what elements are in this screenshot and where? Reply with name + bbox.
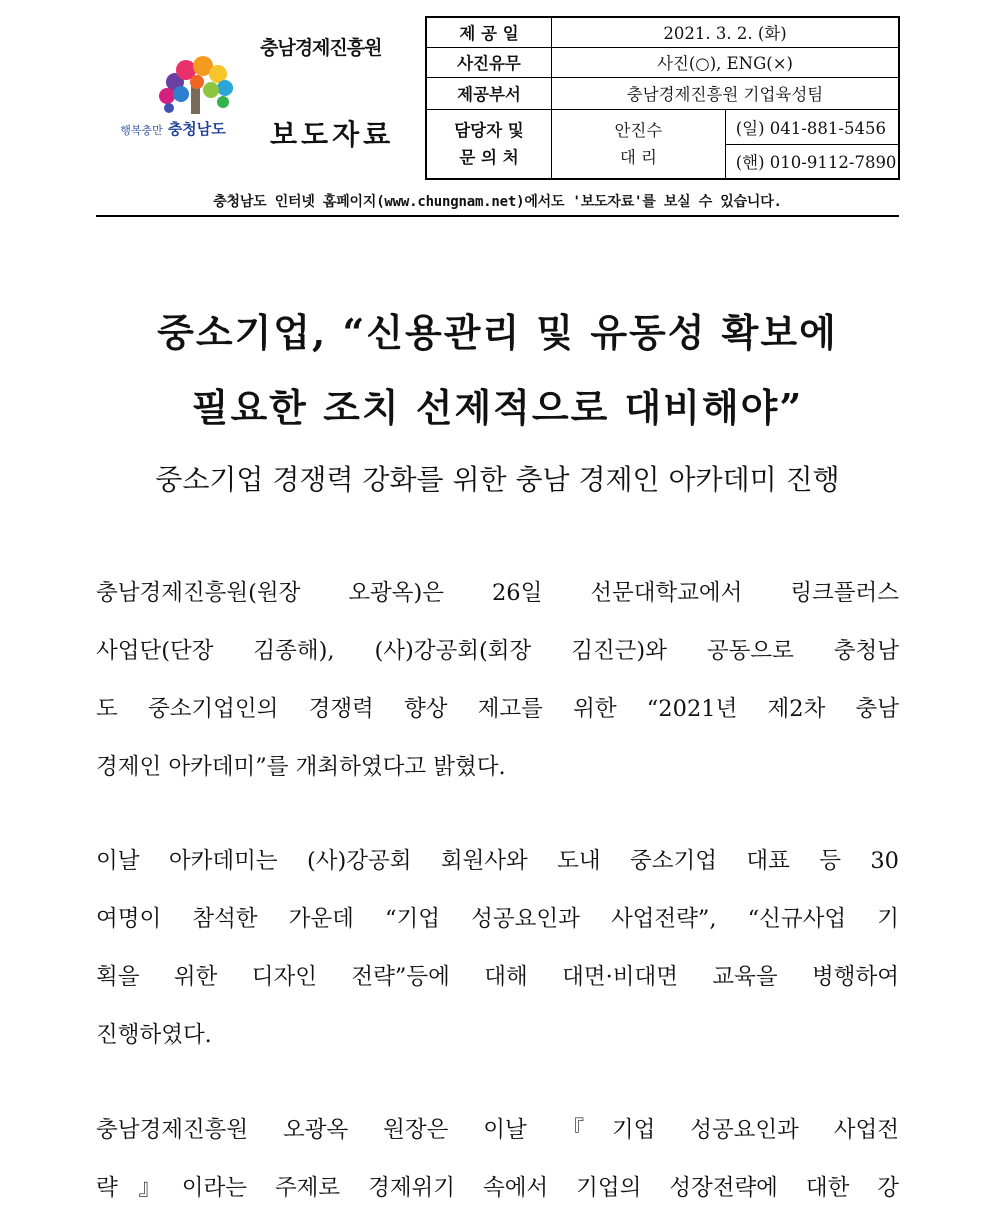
paragraph-line: 충남경제진흥원(원장 오광옥)은 26일 선문대학교에서 링크플러스 <box>96 580 899 606</box>
date-value: 2021. 3. 2. (화) <box>552 17 900 47</box>
paragraph-line: 경제인 아카데미”를 개최하였다고 밝혔다. <box>96 754 506 780</box>
photo-value: 사진(○), ENG(×) <box>552 47 900 77</box>
paragraph-line: 획을 위한 디자인 전략”등에 대해 대면·비대면 교육을 병행하여 <box>96 964 899 990</box>
paragraph-line: 여명이 참석한 가운데 “기업 성공요인과 사업전략”, “신규사업 기 <box>96 906 899 932</box>
homepage-notice: 충청남도 인터넷 홈페이지(www.chungnam.net)에서도 '보도자료'를 보실 수 있습니다. <box>96 187 899 217</box>
paragraph-line: 략』이라는 주제로 경제위기 속에서 기업의 성장전략에 대한 강 <box>96 1175 899 1201</box>
contact-label-line-1: 담당자 및 <box>454 120 524 140</box>
headline-line-1: 중소기업, “신용관리 및 유동성 확보에 <box>157 310 838 355</box>
dept-label: 제공부서 <box>426 77 552 109</box>
logo-slogan: 행복충만 <box>120 124 163 137</box>
paragraph-1 <box>96 564 899 796</box>
contact-name-line-1: 안진수 <box>614 120 663 140</box>
subtitle: 중소기업 경쟁력 강화를 위한 충남 경제인 아카데미 진행 <box>155 463 840 496</box>
headline-line-2: 필요한 조치 선제적으로 대비해야” <box>191 385 804 430</box>
press-release-label: 보도자료 <box>270 118 395 151</box>
agency-name: 충남경제진흥원 <box>260 37 382 59</box>
paragraph-line: 이날 아카데미는 (사)강공회 회원사와 도내 중소기업 대표 등 30 <box>96 848 899 874</box>
dept-value: 충남경제진흥원 기업육성팀 <box>552 77 900 109</box>
office-phone: (일) 041-881-5456 <box>725 109 899 144</box>
chungnam-tree-logo-icon <box>153 52 241 114</box>
paragraph-line: 충남경제진흥원 오광옥 원장은 이날 『기업 성공요인과 사업전 <box>96 1117 899 1143</box>
mobile-phone: (핸) 010-9112-7890 <box>725 144 899 179</box>
logo-name: 충청남도 <box>167 120 226 138</box>
contact-label <box>426 109 552 179</box>
paragraph-line: 사업단(단장 김종해), (사)강공회(회장 김진근)와 공동으로 충청남 <box>96 638 899 664</box>
contact-name <box>552 109 726 179</box>
paragraph-line: 진행하였다. <box>96 1022 212 1048</box>
contact-title: 대 리 <box>619 147 657 167</box>
contact-label-line-2: 문 의 처 <box>459 147 519 167</box>
paragraph-line: 도 중소기업인의 경쟁력 향상 제고를 위한 “2021년 제2차 충남 <box>96 696 899 722</box>
photo-label: 사진유무 <box>426 47 552 77</box>
paragraph-2 <box>96 832 899 1064</box>
info-table <box>425 16 900 180</box>
chungnam-logo <box>108 52 238 144</box>
date-label: 제 공 일 <box>426 17 552 47</box>
paragraph-3 <box>96 1101 899 1217</box>
